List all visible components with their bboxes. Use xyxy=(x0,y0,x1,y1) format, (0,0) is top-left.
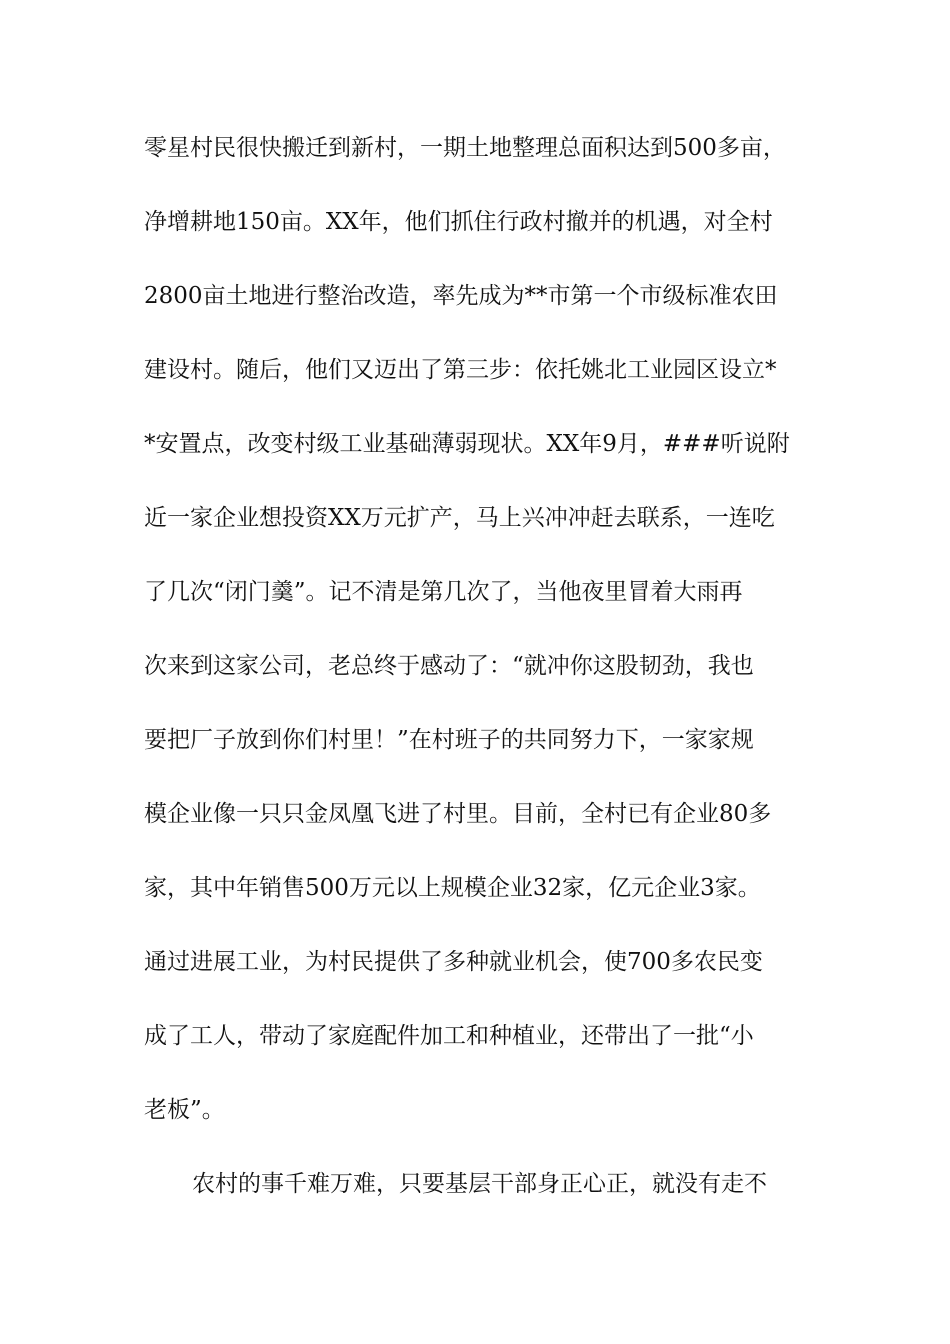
text-line-2: 净增耕地150亩。XX年，他们抓住行政村撤并的机遇，对全村 xyxy=(144,209,773,235)
body-text xyxy=(144,124,814,1234)
text-line-10: 模企业像一只只金凤凰飞进了村里。目前，全村已有企业80多 xyxy=(144,801,772,827)
text-line-9: 要把厂子放到你们村里！”在村班子的共同努力下，一家家规 xyxy=(144,727,754,753)
text-line-14: 老板”。 xyxy=(144,1097,225,1123)
text-line-11: 家，其中年销售500万元以上规模企业32家，亿元企业3家。 xyxy=(144,875,761,901)
text-line-3: 2800亩土地进行整治改造，率先成为**市第一个市级标准农田 xyxy=(144,283,778,309)
text-line-5: *安置点，改变村级工业基础薄弱现状。XX年9月，###听说附 xyxy=(144,431,790,457)
text-line-6: 近一家企业想投资XX万元扩产，马上兴冲冲赶去联系，一连吃 xyxy=(144,505,775,531)
text-line-12: 通过进展工业，为村民提供了多种就业机会，使700多农民变 xyxy=(144,949,763,975)
paragraph-start-line: 农村的事千难万难，只要基层干部身正心正，就没有走不 xyxy=(192,1171,767,1197)
text-line-4: 建设村。随后，他们又迈出了第三步：依托姚北工业园区设立* xyxy=(144,357,777,383)
text-line-1: 零星村民很快搬迁到新村，一期土地整理总面积达到500多亩， xyxy=(144,135,786,161)
text-line-8: 次来到这家公司，老总终于感动了：“就冲你这股韧劲，我也 xyxy=(144,653,754,679)
text-line-13: 成了工人，带动了家庭配件加工和种植业，还带出了一批“小 xyxy=(144,1023,754,1049)
text-line-7: 了几次“闭门羹”。记不清是第几次了，当他夜里冒着大雨再 xyxy=(144,579,743,605)
